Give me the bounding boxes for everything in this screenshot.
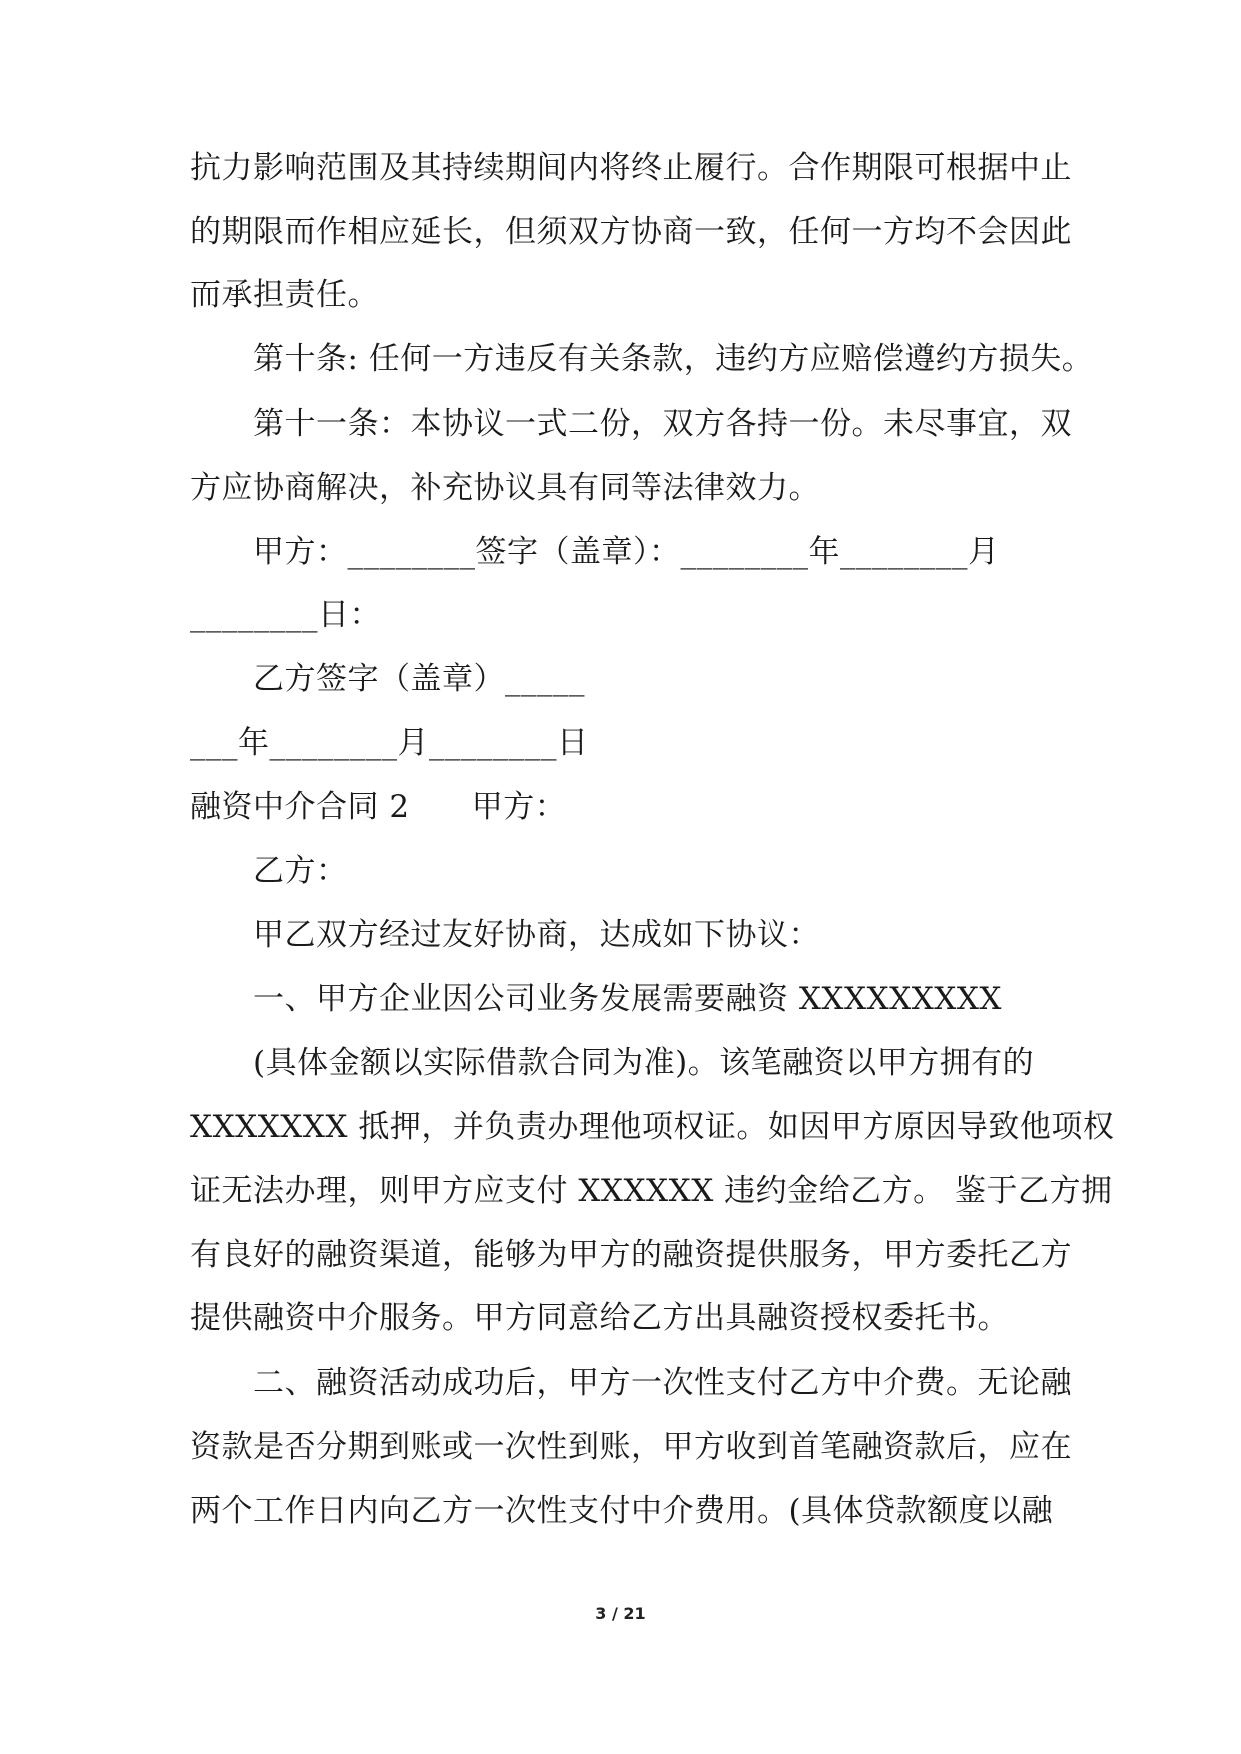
text-line: XXXXXXX 抵押，并负责办理他项权证。如因甲方原因导致他项权 [190, 1109, 1115, 1145]
text-line: 而承担责任。 [190, 277, 379, 313]
text-line: 提供融资中介服务。甲方同意给乙方出具融资授权委托书。 [190, 1300, 1009, 1336]
text-line: 抗力影响范围及其持续期间内将终止履行。合作期限可根据中止 [190, 150, 1072, 186]
party-b-label: 乙方： [253, 853, 348, 889]
contract-2-heading: 融资中介合同 2 甲方： [190, 789, 567, 825]
text-line: 证无法办理，则甲方应支付 XXXXXX 违约金给乙方。 鉴于乙方拥 [190, 1173, 1113, 1209]
party-a-signature-line: 甲方：________签字（盖章）：________年________月 [253, 534, 1000, 570]
agreement-intro: 甲乙双方经过友好协商，达成如下协议： [253, 917, 820, 953]
text-line: 的期限而作相应延长，但须双方协商一致，任何一方均不会因此 [190, 214, 1072, 250]
clause-2: 二、融资活动成功后，甲方一次性支付乙方中介费。无论融 [253, 1365, 1072, 1401]
article-11: 第十一条：本协议一式二份，双方各持一份。未尽事宜，双 [253, 406, 1072, 442]
text-line: 方应协商解决，补充协议具有同等法律效力。 [190, 470, 820, 506]
text-line: (具体金额以实际借款合同为准)。该笔融资以甲方拥有的 [253, 1045, 1035, 1081]
article-10: 第十条: 任何一方违反有关条款，违约方应赔偿遵约方损失。 [253, 341, 1094, 377]
text-line: 两个工作日内向乙方一次性支付中介费用。(具体贷款额度以融 [190, 1493, 1054, 1529]
date-line: ________日： [190, 597, 381, 633]
text-line: 资款是否分期到账或一次性到账，甲方收到首笔融资款后，应在 [190, 1429, 1072, 1465]
clause-1: 一、甲方企业因公司业务发展需要融资 XXXXXXXXX [253, 981, 1002, 1017]
party-b-signature-line: 乙方签字（盖章）_____ [253, 661, 585, 697]
page-number: 3 / 21 [595, 1604, 646, 1623]
text-line: 有良好的融资渠道，能够为甲方的融资提供服务，甲方委托乙方 [190, 1237, 1072, 1273]
date-line: ___年________月________日 [190, 725, 589, 761]
